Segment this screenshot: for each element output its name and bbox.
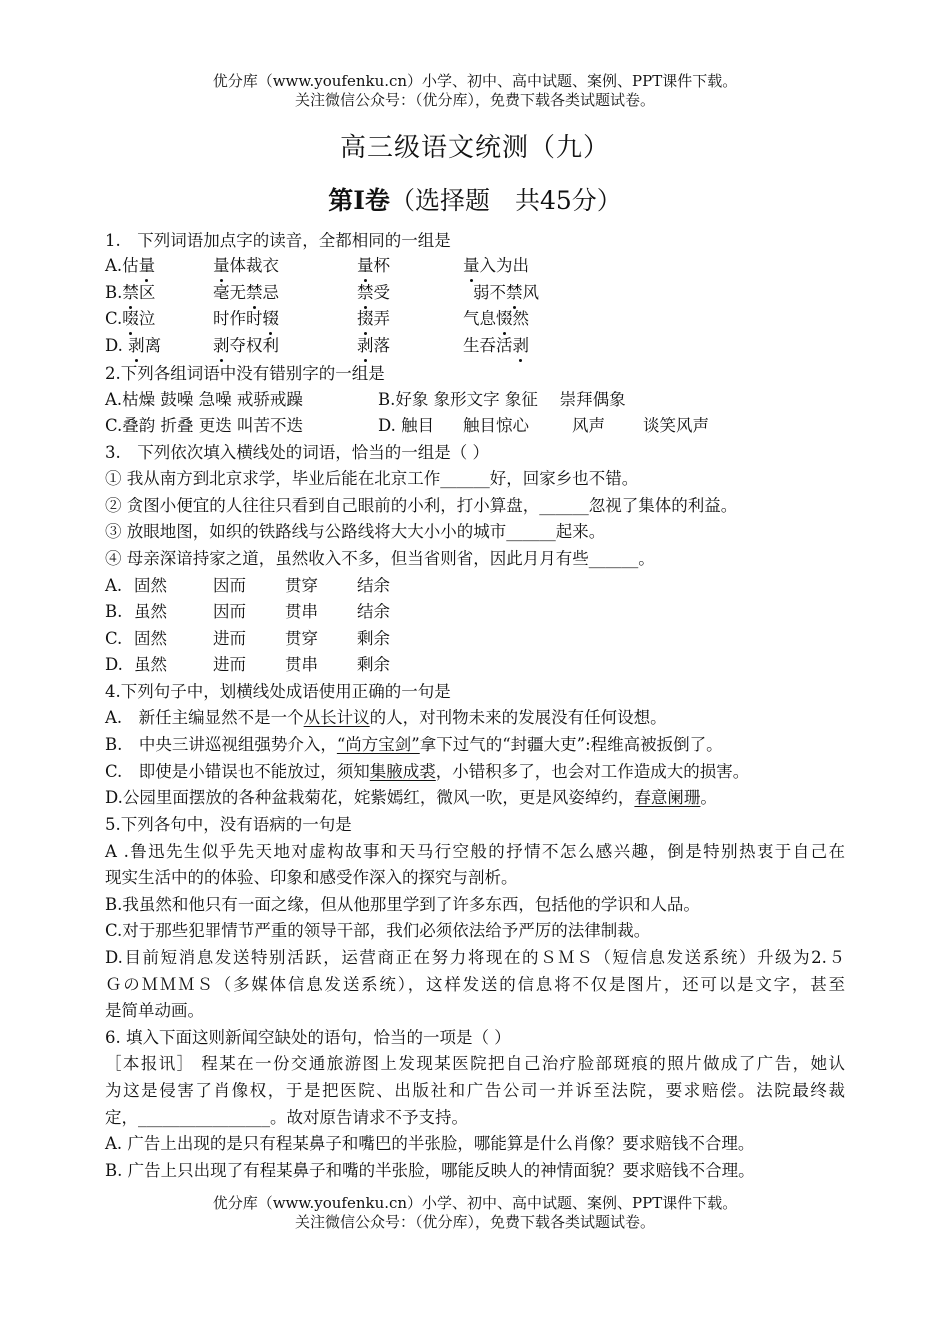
q5-option-d-line3: 是简单动画。 bbox=[105, 1001, 204, 1020]
q2-option-a: A.枯燥 鼓噪 急噪 戒骄戒躁 bbox=[105, 390, 303, 409]
q5-option-a-line2: 现实生活中的的体验、印象和感受作深入的探究与剖析。 bbox=[105, 868, 518, 887]
header-line-1: 优分库（www.youfenku.cn）小学、初中、高中试题、案例、PPT课件下载。 bbox=[212, 72, 738, 90]
q1-option-b-word4: 弱不禁风 bbox=[473, 283, 539, 302]
q1-option-c-word1: C.啜泣 bbox=[105, 309, 156, 328]
footer-line-1: 优分库（www.youfenku.cn）小学、初中、高中试题、案例、PPT课件下载。 bbox=[212, 1194, 738, 1212]
q5-option-d-line1: D.目前短消息发送特别活跃，运营商正在努力将现在的ＳＭＳ（短信息发送系统）升级为2.５ bbox=[105, 948, 845, 967]
q3-option-label: A. bbox=[105, 576, 123, 595]
q1-option-d-word2: 剥夺权利 bbox=[213, 336, 279, 355]
q4-option-a: A. 新任主编显然不是一个从长计议的人，对刊物未来的发展没有任何设想。 bbox=[105, 708, 667, 727]
q3-option-word: 剩余 bbox=[357, 629, 390, 648]
q2-option-d-part2: 触目惊心 bbox=[463, 416, 529, 435]
q4-option-b: B. 中央三讲巡视组强势介入，“尚方宝剑”拿下过气的“封疆大吏”:程维高被扳倒了。 bbox=[105, 735, 723, 754]
q2-option-d-part3: 风声 bbox=[572, 416, 605, 435]
q1-option-b-word1: B.禁区 bbox=[105, 283, 156, 302]
q3-option-label: C. bbox=[105, 629, 123, 648]
header-line-2: 关注微信公众号：（优分库），免费下载各类试题试卷。 bbox=[294, 91, 655, 109]
q3-sentence-2: ② 贪图小便宜的人往往只看到自己眼前的小利，打小算盘，______忽视了集体的利益。 bbox=[105, 496, 738, 515]
q3-sentence-4: ④ 母亲深谙持家之道，虽然收入不多，但当省则省，因此月月有些______。 bbox=[105, 549, 655, 568]
q3-option-word: 进而 bbox=[213, 629, 246, 648]
q3-option-word: 贯串 bbox=[285, 655, 318, 674]
q6-news-line3: 定，________________。故对原告请求不予支持。 bbox=[105, 1108, 468, 1127]
q2-option-d-part4: 谈笑风声 bbox=[643, 416, 709, 435]
q5-option-d-line2: ＧのＭＭＭＳ（多媒体信息发送系统），这样发送的信息将不仅是图片，还可以是文字，甚至 bbox=[105, 975, 845, 994]
q1-option-b-word3: 禁受 bbox=[357, 283, 390, 302]
q3-option-word: 进而 bbox=[213, 655, 246, 674]
q2-option-d-part1: D. 触目 bbox=[378, 416, 435, 435]
q3-option-word: 固然 bbox=[134, 629, 167, 648]
q1-option-a-word4: 量入为出 bbox=[463, 256, 529, 275]
q5-stem: 5.下列各句中，没有语病的一句是 bbox=[105, 815, 352, 834]
q3-option-word: 结余 bbox=[357, 576, 390, 595]
q3-option-label: D. bbox=[105, 655, 123, 674]
q1-option-c-word4: 气息惙然 bbox=[463, 309, 529, 328]
q5-option-b: B.我虽然和他只有一面之缘，但从他那里学到了许多东西，包括他的学识和人品。 bbox=[105, 895, 700, 914]
q2-option-c: C.叠韵 折叠 更迭 叫苦不迭 bbox=[105, 416, 304, 435]
q1-stem: 1. 下列词语加点字的读音，全都相同的一组是 bbox=[105, 231, 451, 250]
q4-option-d: D.公园里面摆放的各种盆栽菊花，姹紫嫣红，微风一吹，更是风姿绰约，春意阑珊。 bbox=[105, 788, 717, 807]
q1-option-a-word1: A.估量 bbox=[105, 256, 156, 275]
q3-option-word: 虽然 bbox=[134, 602, 167, 621]
q1-option-c-word2: 时作时辍 bbox=[213, 309, 279, 328]
q4-stem: 4.下列句子中，划横线处成语使用正确的一句是 bbox=[105, 682, 451, 701]
q1-option-d-word1: D. 剥离 bbox=[105, 336, 162, 355]
q3-option-word: 虽然 bbox=[134, 655, 167, 674]
q3-sentence-3: ③ 放眼地图，如织的铁路线与公路线将大大小小的城市______起来。 bbox=[105, 522, 606, 541]
q1-option-d-word4: 生吞活剥 bbox=[463, 336, 529, 355]
q3-option-word: 贯穿 bbox=[285, 629, 318, 648]
q2-stem: 2.下列各组词语中没有错别字的一组是 bbox=[105, 364, 385, 383]
section-title bbox=[0, 186, 950, 216]
q5-option-a-line1: A .鲁迅先生似乎先天地对虚构故事和天马行空般的抒情不怎么感兴趣，倒是特别热衷于自己在 bbox=[105, 842, 845, 861]
q1-option-c-word3: 掇弄 bbox=[357, 309, 390, 328]
page-title: 高三级语文统测（九） bbox=[339, 133, 610, 163]
q3-option-word: 剩余 bbox=[357, 655, 390, 674]
q6-option-a: A. 广告上出现的是只有程某鼻子和嘴巴的半张脸，哪能算是什么肖像？要求赔钱不合理。 bbox=[105, 1134, 755, 1153]
q1-option-a-word3: 量杯 bbox=[357, 256, 390, 275]
q4-option-c: C. 即使是小错误也不能放过，须知集腋成裘，小错积多了，也会对工作造成大的损害。 bbox=[105, 762, 750, 781]
q3-option-word: 结余 bbox=[357, 602, 390, 621]
q3-option-word: 因而 bbox=[213, 602, 246, 621]
q3-sentence-1: ① 我从南方到北京求学，毕业后能在北京工作______好，回家乡也不错。 bbox=[105, 469, 639, 488]
q2-option-b: B.好象 象形文字 象征 崇拜偶象 bbox=[378, 390, 626, 409]
footer-line-2: 关注微信公众号：（优分库），免费下载各类试题试卷。 bbox=[294, 1213, 655, 1231]
q6-news-line2: 为这是侵害了肖像权，于是把医院、出版社和广告公司一并诉至法院，要求赔偿。法院最终裁 bbox=[105, 1081, 845, 1100]
q3-option-word: 因而 bbox=[213, 576, 246, 595]
q6-option-b: B. 广告上只出现了有程某鼻子和嘴的半张脸，哪能反映人的神情面貌？要求赔钱不合理。 bbox=[105, 1161, 755, 1180]
q3-option-word: 贯串 bbox=[285, 602, 318, 621]
q1-option-d-word3: 剥落 bbox=[357, 336, 390, 355]
q3-option-word: 固然 bbox=[134, 576, 167, 595]
section-label: 第Ⅰ卷 bbox=[328, 186, 390, 215]
q3-option-label: B. bbox=[105, 602, 123, 621]
q5-option-c: C.对于那些犯罪情节严重的领导干部，我们必须依法给予严厉的法律制裁。 bbox=[105, 921, 651, 940]
section-desc: （选择题 共45分） bbox=[389, 186, 622, 215]
q1-option-a-word2: 量体裁衣 bbox=[213, 256, 279, 275]
q1-option-b-word2: 毫无禁忌 bbox=[213, 283, 279, 302]
q3-option-word: 贯穿 bbox=[285, 576, 318, 595]
q3-stem: 3. 下列依次填入横线处的词语，恰当的一组是（ ） bbox=[105, 443, 489, 462]
q6-stem: 6. 填入下面这则新闻空缺处的语句，恰当的一项是（ ） bbox=[105, 1028, 511, 1047]
answer-blank: ________________ bbox=[138, 1108, 270, 1127]
q6-news-line1: ［本报讯］ 程某在一份交通旅游图上发现某医院把自己治疗脸部斑痕的照片做成了广告，她认 bbox=[105, 1054, 845, 1073]
